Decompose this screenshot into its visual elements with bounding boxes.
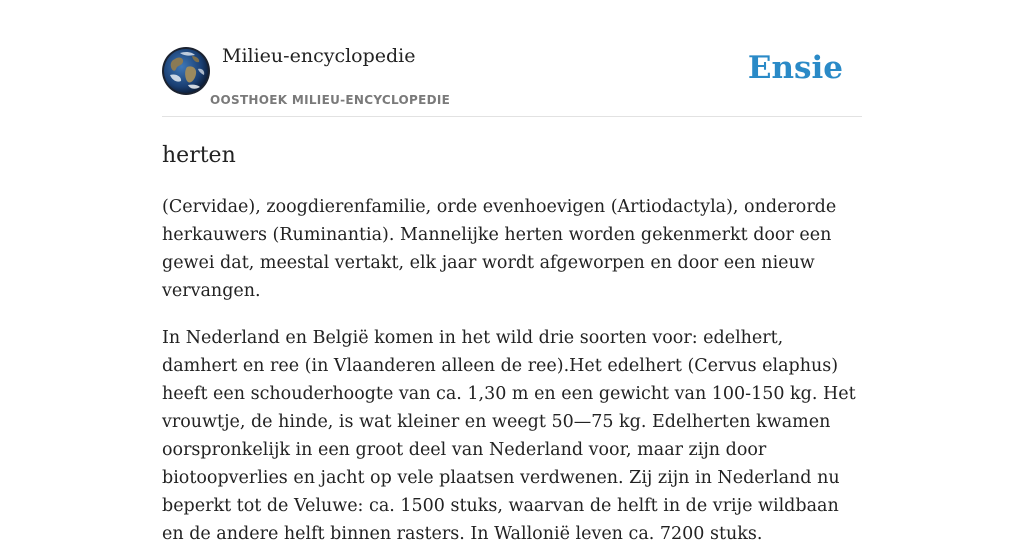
article-paragraph-1: (Cervidae), zoogdierenfamilie, orde evenhoevigen (Artiodactyla), onderorde herkauwers (Ruminantia). Mannelijke herten worden gekenmerkt door een gewei dat, meestal vertakt, elk jaar wordt afgeworpen en door een nieuw vervangen.: [162, 197, 837, 301]
header: [162, 0, 862, 117]
brand-logo[interactable]: Ensie: [747, 50, 843, 86]
article-paragraph-2: In Nederland en België komen in het wild drie soorten voor: edelhert, damhert en ree (in Vlaanderen alleen de ree).Het edelhert (Cervus elaphus) heeft een schouderhoogte van ca. 1,30 m en een gewicht van 100-150 kg. Het vrouwtje, de hinde, is wat kleiner en weegt 50—75 kg. Edelherten kwamen oorspronkelijk in een groot deel van Nederland voor, maar zijn door biotoopverlies en jacht op vele plaatsen verdwenen. Zij zijn in Nederland nu beperkt tot de Veluwe: ca. 1500 stuks, waarvan de helft in de vrije wildbaan en de andere helft binnen rasters. In Wallonië leven ca. 7200 stuks.: [162, 328, 856, 544]
article-title: herten: [162, 143, 236, 168]
source-subtitle[interactable]: OOSTHOEK MILIEU-ENCYCLOPEDIE: [210, 93, 451, 107]
source-title[interactable]: Milieu-encyclopedie: [222, 45, 416, 67]
content: [162, 0, 862, 548]
earth-globe-icon[interactable]: [162, 47, 210, 95]
